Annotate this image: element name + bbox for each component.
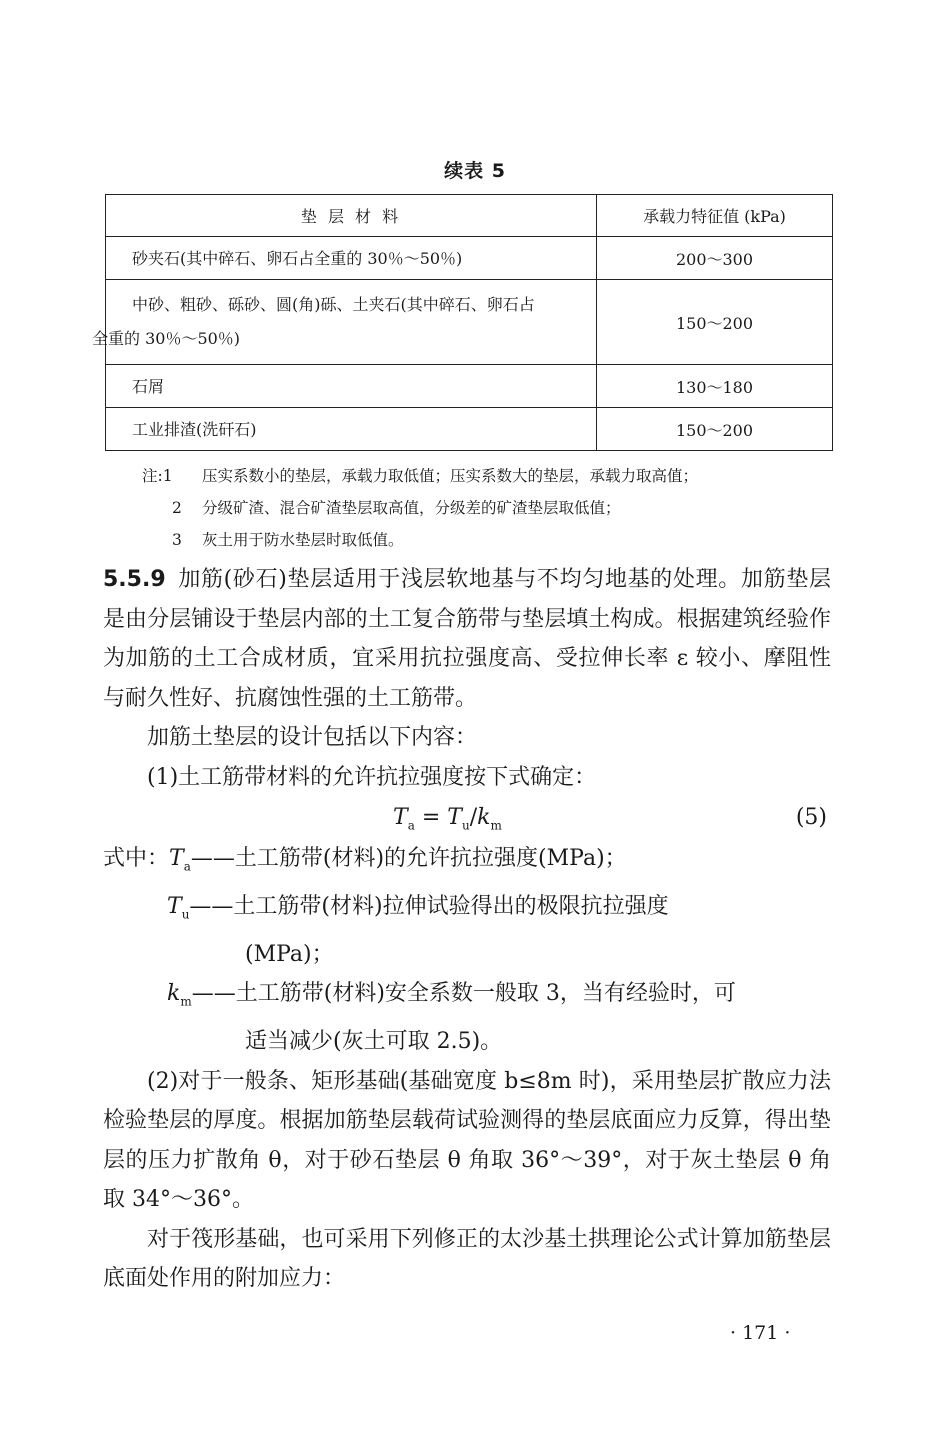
definition-text: ——土工筋带(材料)的允许抗拉强度(MPa)； — [190, 846, 627, 871]
table-row — [106, 237, 833, 280]
paragraph: (1)土工筋带材料的允许抗拉强度按下式确定： — [147, 764, 597, 790]
body-text — [103, 560, 831, 1299]
formula-5 — [103, 797, 831, 839]
note-item — [142, 492, 698, 524]
header-capacity: 承载力特征值 (kPa) — [597, 195, 833, 237]
note-item — [142, 524, 698, 556]
note-text: 压实系数小的垫层，承载力取低值；压实系数大的垫层，承载力取高值； — [202, 467, 699, 485]
section-paragraph — [103, 560, 831, 718]
material-cell: 砂夹石(其中碎石、卵石占全重的 30％～50％) — [106, 237, 597, 280]
definition-text: ——土工筋带(材料)安全系数一般取 3，当有经验时，可 — [191, 981, 736, 1007]
table-row — [106, 365, 833, 408]
value-cell: 200～300 — [597, 237, 833, 280]
note-prefix: 注:1 — [142, 467, 173, 485]
where-prefix: 式中： — [103, 846, 170, 871]
material-cell: 工业排渣(洗矸石) — [106, 408, 597, 451]
paragraph: 对于筏形基础，也可采用下列修正的太沙基土拱理论公式计算加筋垫层底面处作用的附加应力： — [103, 1226, 831, 1292]
equation-number: (5) — [795, 805, 827, 830]
note-number: 2 — [172, 499, 182, 517]
table-notes — [142, 460, 698, 556]
note-number: 3 — [172, 531, 182, 549]
table-row — [106, 280, 833, 365]
paragraph: 加筋土垫层的设计包括以下内容： — [147, 725, 478, 750]
note-text: 分级矿渣、混合矿渣垫层取高值，分级差的矿渣垫层取低值； — [202, 499, 621, 517]
definition-continuation: 适当减少(灰土可取 2.5)。 — [245, 1029, 503, 1055]
definition-item: $k_m——$土工筋带(材料)安全系数一般取 3，当有经验时，可 — [167, 981, 736, 1009]
definition-text: ——土工筋带(材料)拉伸试验得出的极限抗拉强度 — [189, 893, 669, 919]
note-item — [142, 460, 698, 492]
section-intro: 加筋(砂石)垫层适用于浅层软地基与不均匀地基的处理。加筋垫层是由分层铺设于垫层内部的土工复合筋带与垫层填土构成。根据建筑经验作为加筋的土工合成材质，宜采用抗拉强度高、受拉伸长率 ε 较小、摩阻性与耐久性好、抗腐蚀性强的土工筋带。 — [103, 567, 831, 711]
paragraph: (2)对于一般条、矩形基础(基础宽度 b≤8m 时)，采用垫层扩散应力法检验垫层的厚度。根据加筋垫层载荷试验测得的垫层底面应力反算，得出垫层的压力扩散角 θ，对于砂石垫层 θ 角取 36°～39°，对于灰土垫层 θ 角取 34°～36°。 — [103, 1068, 831, 1213]
bearing-capacity-table — [92, 194, 833, 451]
formula-expression: $T_a = T_u/k_m$ — [393, 805, 502, 833]
table-caption: 续表 5 — [444, 160, 506, 182]
header-material: 垫 层 材 料 — [106, 195, 597, 237]
material-cell: 石屑 — [106, 365, 597, 408]
definition-continuation: (MPa)； — [245, 941, 334, 967]
note-text: 灰土用于防水垫层时取低值。 — [202, 531, 404, 549]
table-header-row — [106, 195, 833, 237]
material-line-1: 中砂、粗砂、砾砂、圆(角)砾、土夹石(其中碎石、卵石占 — [132, 295, 535, 314]
table-row — [106, 408, 833, 451]
definition-item: 式中：$T_a——$土工筋带(材料)的允许抗拉强度(MPa)； — [103, 846, 627, 874]
value-cell: 130～180 — [597, 365, 833, 408]
page-number: · 171 · — [730, 1322, 791, 1344]
definition-item: $T_u——$土工筋带(材料)拉伸试验得出的极限抗拉强度 — [167, 893, 669, 922]
value-cell: 150～200 — [597, 408, 833, 451]
material-line-2: 全重的 30％～50％) — [92, 329, 241, 348]
material-cell — [92, 280, 597, 365]
section-number: 5.5.9 — [103, 567, 166, 592]
value-cell: 150～200 — [597, 280, 833, 365]
